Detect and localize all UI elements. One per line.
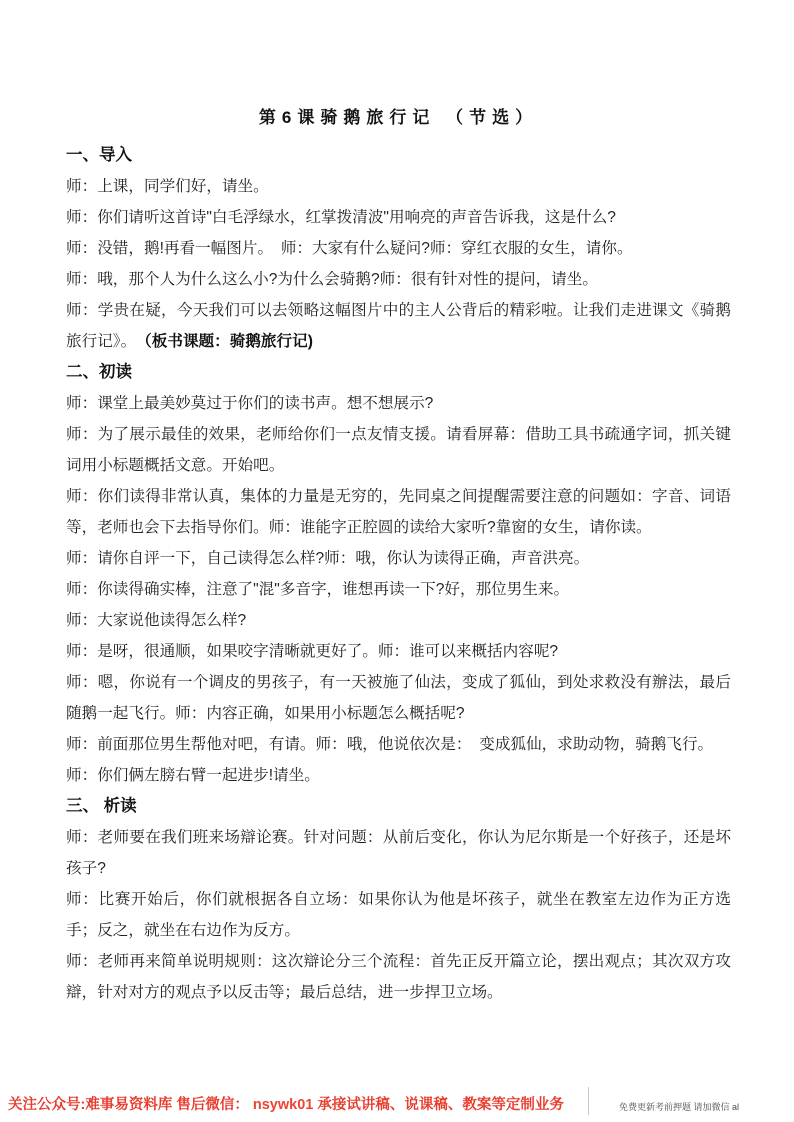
paragraph-segment: 师：课堂上最美妙莫过于你们的读书声。想不想展示? [66, 395, 434, 412]
footer-wechat-id: nsywk01 [252, 1097, 314, 1113]
paragraph-segment: 师：你们请听这首诗"白毛浮绿水，红掌拨清波"用响亮的声音告诉我，这是什么? [66, 209, 616, 226]
paragraph [66, 264, 731, 295]
paragraph [66, 295, 731, 357]
document-title: 第6课骑鹅旅行记 （节选） [258, 108, 539, 127]
footer-note: 免费更新考前押题 请加微信 al [619, 1102, 740, 1112]
paragraph-segment: 师：学贵在疑，今天我们可以去领略这幅图片中的主人公背后的精彩啦。让我们走进课文《骑鹅旅行记》。 [66, 302, 731, 350]
paragraph [66, 419, 731, 481]
paragraph-segment: 师：没错，鹅!再看一幅图片。 师：大家有什么疑问?师：穿红衣服的女生，请你。 [66, 240, 633, 257]
paragraph [66, 388, 731, 419]
section-heading: 三、 析读 [66, 797, 137, 815]
paragraph [66, 543, 731, 574]
document-content [66, 102, 731, 1008]
paragraph-segment: 师：是呀，很通顺，如果咬字清晰就更好了。师：谁可以来概括内容呢? [66, 643, 559, 660]
paragraph-segment: 师：大家说他读得怎么样? [66, 612, 247, 629]
paragraph [66, 822, 731, 884]
footer-promo-prefix: 关注公众号:难事易资料库 售后微信： [8, 1097, 253, 1113]
footer-promo-text [8, 1093, 564, 1114]
paragraph [66, 481, 731, 543]
paragraph [66, 667, 731, 729]
paragraph-segment: 师：为了展示最佳的效果，老师给你们一点友情支援。请看屏幕：借助工具书疏通字词，抓关键词用小标题概括文意。开始吧。 [66, 426, 731, 474]
paragraph-segment: 师：上课，同学们好，请坐。 [66, 178, 269, 195]
paragraph-segment: 师：比赛开始后，你们就根据各自立场：如果你认为他是坏孩子，就坐在教室左边作为正方选手；反之，就坐在右边作为反方。 [66, 891, 731, 939]
paragraph [66, 574, 731, 605]
paragraph-segment: 师：前面那位男生帮他对吧，有请。师：哦，他说依次是： 变成狐仙，求助动物，骑鹅飞行。 [66, 736, 714, 753]
paragraph-segment: 师：你们读得非常认真，集体的力量是无穷的，先同桌之间提醒需要注意的问题如：字音、词语等，老师也会下去指导你们。师：谁能字正腔圆的读给大家听?靠窗的女生，请你读。 [66, 488, 731, 536]
paragraph [66, 884, 731, 946]
footer-divider [588, 1087, 589, 1115]
paragraph-segment: 师：哦，那个人为什么这么小?为什么会骑鹅?师：很有针对性的提问，请坐。 [66, 271, 598, 288]
paragraph-bold-segment: （板书课题：骑鹅旅行记) [143, 333, 313, 350]
paragraph [66, 171, 731, 202]
paragraph [66, 946, 731, 1008]
paragraph-segment: 师：请你自评一下，自己读得怎么样?师：哦，你认为读得正确，声音洪亮。 [66, 550, 590, 567]
document-body [66, 140, 731, 1008]
section-heading: 一、导入 [66, 146, 132, 164]
paragraph [66, 202, 731, 233]
paragraph [66, 760, 731, 791]
paragraph-segment: 师：嗯，你说有一个调皮的男孩子，有一天被施了仙法，变成了狐仙，到处求救没有辦法，最后随鹅一起飞行。师：内容正确，如果用小标题怎么概括呢? [66, 674, 731, 722]
section-heading: 二、初读 [66, 363, 132, 381]
paragraph-segment: 师：你读得确实棒，注意了"混"多音字，谁想再读一下?好，那位男生来。 [66, 581, 570, 598]
paragraph [66, 636, 731, 667]
paragraph-segment: 师：老师要在我们班来场辯论赛。针对问题：从前后变化，你认为尼尔斯是一个好孩子，还是坏孩子? [66, 829, 731, 877]
paragraph [66, 605, 731, 636]
paragraph [66, 729, 731, 760]
paragraph-segment: 师：老师再来简单说明规则：这次辯论分三个流程：首先正反开篇立论，摆出观点；其次双方攻辯，针对对方的观点予以反击等；最后总结，进一步捍卫立场。 [66, 953, 731, 1001]
paragraph-segment: 师：你们俩左膀右臂一起进步!请坐。 [66, 767, 320, 784]
footer-promo-suffix: 承接试讲稿、说课稿、教案等定制业务 [313, 1097, 564, 1113]
paragraph [66, 233, 731, 264]
